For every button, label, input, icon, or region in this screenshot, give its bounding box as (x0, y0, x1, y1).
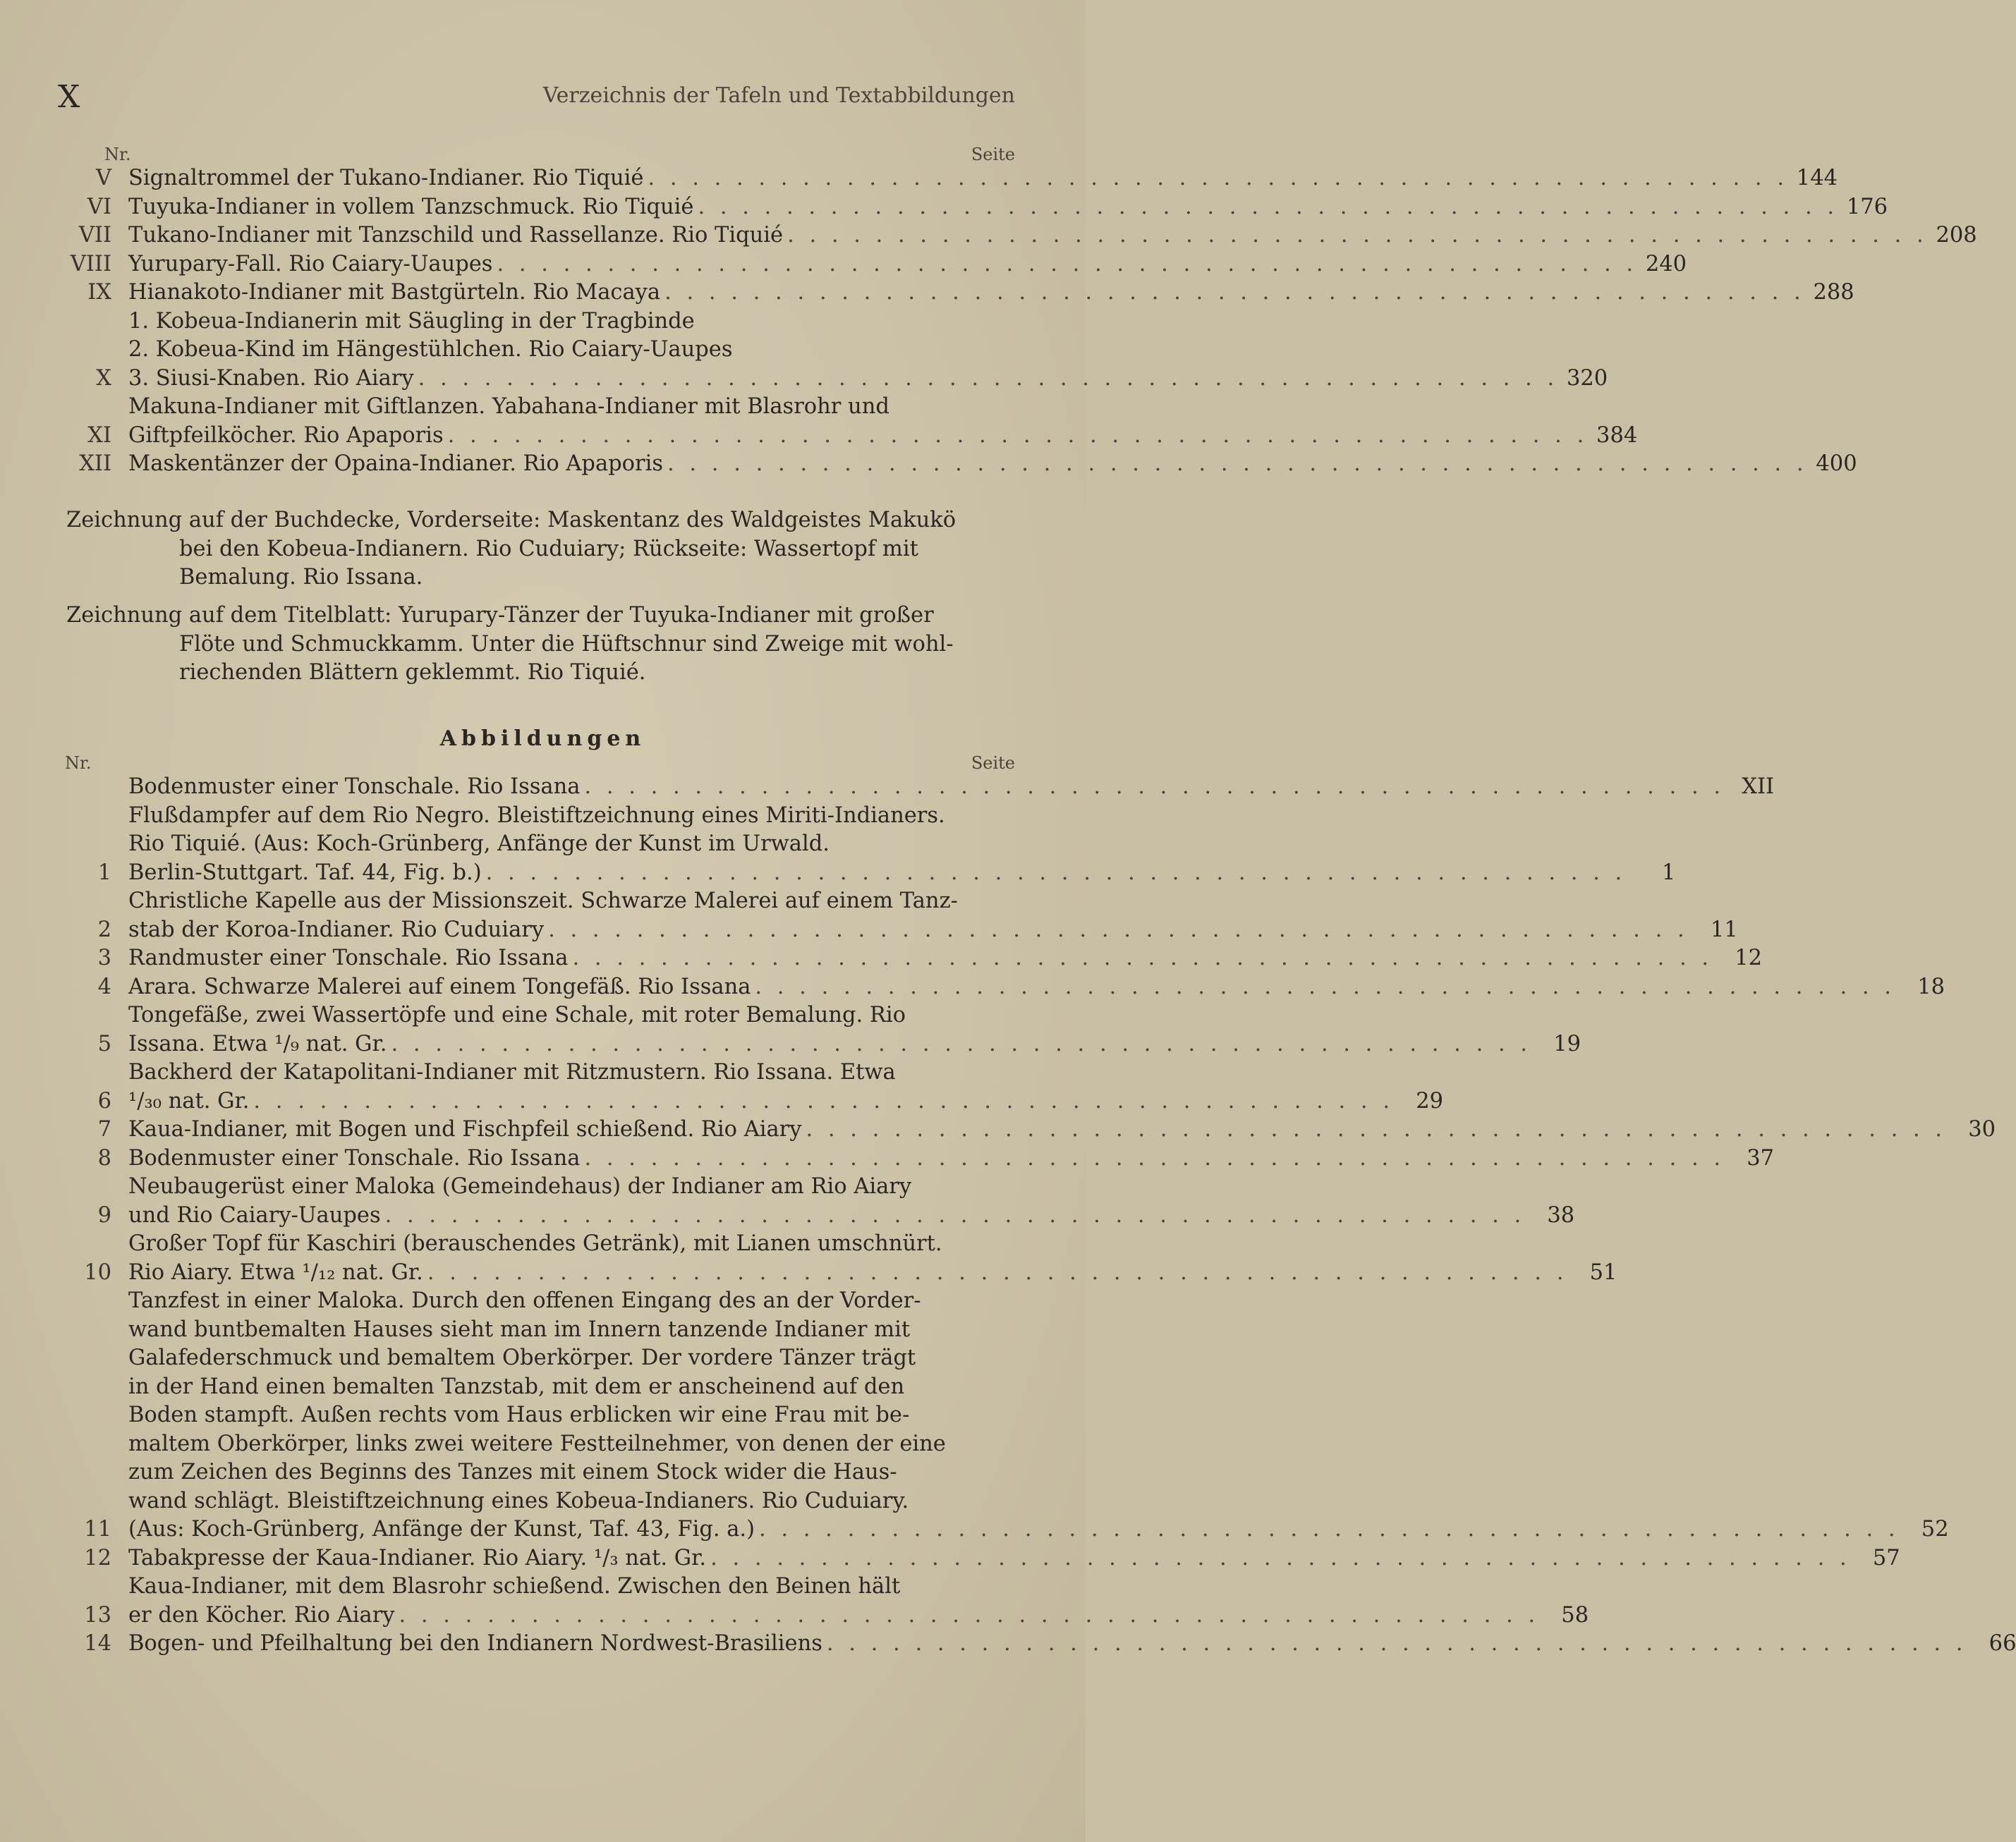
list-entry (56, 887, 1738, 944)
running-title: Verzeichnis der Tafeln und Textabbildungen (542, 83, 1015, 108)
entry-number: 4 (97, 974, 111, 999)
entry-body (128, 1573, 1589, 1630)
entry-text: Bogen- und Pfeilhaltung bei den Indianern Nordwest-Brasiliens (128, 1631, 822, 1656)
entry-text: Rio Aiary. Etwa ¹/₁₂ nat. Gr. (128, 1259, 423, 1285)
entry-text: Issana. Etwa ¹/₉ nat. Gr. (128, 1031, 387, 1056)
entry-line (128, 887, 1738, 916)
cover-note-line: bei den Kobeua-Indianern. Rio Cuduiary; Rückseite: Wassertopf mit (179, 536, 918, 561)
list-entry (56, 802, 1676, 888)
entry-line (128, 1515, 1949, 1544)
entry-line (128, 802, 1675, 831)
entry-number: X (96, 365, 111, 391)
entry-page: 400 (1816, 451, 1857, 476)
entry-page: 57 (1872, 1545, 1900, 1570)
entry-body (128, 307, 1608, 394)
entry-line (128, 1087, 1443, 1116)
entry-number: 9 (97, 1202, 111, 1228)
entry-page: 52 (1921, 1517, 1949, 1542)
entry-line (128, 830, 1675, 859)
entry-line (128, 1602, 1589, 1630)
entry-body (128, 193, 1888, 222)
entry-text: 1. Kobeua-Indianerin mit Säugling in der Tragbinde (128, 308, 695, 334)
entry-text: (Aus: Koch-Grünberg, Anfänge der Kunst, Taf. 43, Fig. a.) (128, 1517, 755, 1542)
entry-text: maltem Oberkörper, links zwei weitere Festteilnehmer, von denen der eine (128, 1431, 946, 1456)
entry-text: Berlin-Stuttgart. Taf. 44, Fig. b.) (128, 860, 482, 885)
entry-text: Tukano-Indianer mit Tanzschild und Rassellanze. Rio Tiquié (128, 223, 784, 248)
leader-dots: . . . . . . . . . . . . . . . . . . . . . . . . . . . . . . . . . . . . . . . . . . . . . . . . . . . . (826, 1631, 1967, 1656)
entry-text: wand schlägt. Bleistiftzeichnung eines Kobeua-Indianers. Rio Cuduiary. (128, 1488, 909, 1513)
entry-text: wand buntbemalten Hauses sieht man im Innern tanzende Indianer mit (128, 1317, 911, 1342)
entry-number: 6 (97, 1088, 111, 1114)
entry-body (128, 1116, 1996, 1145)
entry-text: Bodenmuster einer Tonschale. Rio Issana (128, 1145, 581, 1171)
list-entry (56, 221, 1977, 250)
leader-dots: . . . . . . . . . . . . . . . . . . . . . . . . . . . . . . . . . . . . . . . . . . . . . . . . . . . . (485, 860, 1627, 885)
list-entry (56, 307, 1608, 394)
entry-text: Tabakpresse der Kaua-Indianer. Rio Aiary. ¹/₃ nat. Gr. (128, 1545, 707, 1570)
entry-number: VI (87, 194, 111, 219)
entry-body (128, 973, 1945, 1002)
entry-text: Backherd der Katapolitani-Indianer mit Ritzmustern. Rio Issana. Etwa (128, 1060, 896, 1085)
page-column-label: Seite (971, 753, 1015, 773)
list-entry (56, 1001, 1581, 1059)
entry-line (128, 1001, 1581, 1030)
entry-body (128, 1287, 1949, 1544)
entry-body (128, 773, 1774, 802)
cover-note-line: Zeichnung auf der Buchdecke, Vorderseite: Maskentanz des Waldgeistes Makukö (66, 508, 957, 532)
list-entry (56, 393, 1638, 450)
leader-dots: . . . . . . . . . . . . . . . . . . . . . . . . . . . . . . . . . . . . . . . . . . . . . . . . . . . . (572, 946, 1713, 970)
entry-line (128, 1401, 1949, 1430)
list-entry (56, 1173, 1575, 1230)
entry-line (128, 1544, 1900, 1573)
entry-page: 240 (1645, 251, 1687, 276)
entry-number: XII (79, 451, 111, 476)
entry-line (128, 859, 1675, 888)
entry-number: 13 (84, 1602, 111, 1628)
entry-text: Makuna-Indianer mit Giftlanzen. Yabahana-Indianer mit Blasrohr und (128, 394, 889, 419)
entry-body (128, 1544, 1900, 1573)
page-number: X (58, 79, 82, 115)
entry-body (128, 450, 1857, 479)
entry-text: Bodenmuster einer Tonschale. Rio Issana (128, 774, 581, 799)
entry-text: Giftpfeilköcher. Rio Apaporis (128, 422, 444, 448)
entry-text: stab der Koroa-Indianer. Rio Cuduiary (128, 917, 545, 942)
entry-text: ¹/₃₀ nat. Gr. (128, 1088, 250, 1114)
entry-line (128, 944, 1762, 973)
plates-list (56, 145, 1977, 479)
entry-line (128, 773, 1774, 802)
leader-dots: . . . . . . . . . . . . . . . . . . . . . . . . . . . . . . . . . . . . . . . . . . . . . . . . . . . . (384, 1202, 1526, 1228)
entry-body (128, 1630, 2016, 1659)
entry-number: 2 (97, 917, 111, 942)
entry-body (128, 1145, 1774, 1173)
page-column-label: Seite (971, 145, 1015, 164)
leader-dots: . . . . . . . . . . . . . . . . . . . . . . . . . . . . . . . . . . . . . . . . . . . . . . . . . . . . (399, 1602, 1540, 1628)
entry-line (128, 393, 1637, 422)
entry-text: Boden stampft. Außen rechts vom Haus erblicken wir eine Frau mit be- (128, 1403, 910, 1427)
leader-dots: . . . . . . . . . . . . . . . . . . . . . . . . . . . . . . . . . . . . . . . . . . . . . . . . . . . . (759, 1517, 1900, 1542)
entry-line (128, 1230, 1617, 1259)
entry-line (128, 1316, 1949, 1345)
entry-page: 320 (1566, 365, 1608, 391)
entry-page: 29 (1416, 1088, 1444, 1114)
leader-dots: . . . . . . . . . . . . . . . . . . . . . . . . . . . . . . . . . . . . . . . . . . . . . . . . . . . . (664, 280, 1805, 305)
entry-text: Kaua-Indianer, mit Bogen und Fischpfeil schießend. Rio Aiary (128, 1117, 802, 1142)
leader-dots: . . . . . . . . . . . . . . . . . . . . . . . . . . . . . . . . . . . . . . . . . . . . . . . . . . . . (253, 1088, 1395, 1114)
entry-line (128, 164, 1838, 193)
entry-text: Flußdampfer auf dem Rio Negro. Bleistiftzeichnung eines Miriti-Indianers. (128, 803, 945, 828)
leader-dots: . . . . . . . . . . . . . . . . . . . . . . . . . . . . . . . . . . . . . . . . . . . . . . . . . . . . (584, 1145, 1725, 1171)
entry-page: 176 (1846, 194, 1888, 219)
entry-number: 1 (97, 860, 111, 885)
entry-text: Tuyuka-Indianer in vollem Tanzschmuck. Rio Tiquié (128, 194, 694, 219)
entry-line (128, 1573, 1589, 1602)
entry-page: 208 (1936, 223, 1977, 248)
entry-line (128, 1202, 1574, 1231)
entry-number: IX (87, 280, 111, 305)
entry-text: er den Köcher. Rio Aiary (128, 1602, 395, 1628)
list-entry (56, 250, 1687, 279)
leader-dots: . . . . . . . . . . . . . . . . . . . . . . . . . . . . . . . . . . . . . . . . . . . . . . . . . . . . (648, 166, 1789, 190)
leader-dots: . . . . . . . . . . . . . . . . . . . . . . . . . . . . . . . . . . . . . . . . . . . . . . . . . . . . (418, 365, 1559, 391)
entry-text: Großer Topf für Kaschiri (berauschendes Getränk), mit Lianen umschnürt. (128, 1231, 942, 1256)
figures-rows (56, 773, 2016, 1659)
list-entry (56, 1287, 1949, 1544)
entry-number: 3 (97, 946, 111, 970)
entry-line (128, 1630, 2016, 1659)
list-entry (56, 1573, 1589, 1630)
entry-text: Signaltrommel der Tukano-Indianer. Rio Tiquié (128, 166, 644, 190)
entry-line (128, 1116, 1996, 1145)
entry-text: zum Zeichen des Beginns des Tanzes mit einem Stock wider die Haus- (128, 1460, 897, 1484)
entry-body (128, 1001, 1581, 1059)
list-entry (56, 1230, 1617, 1287)
list-entry (56, 1630, 2016, 1659)
entry-page: 18 (1917, 974, 1945, 999)
list-entry (56, 279, 1854, 307)
entry-number: VII (78, 223, 111, 248)
entry-body (128, 887, 1738, 944)
entry-text: Neubaugerüst einer Maloka (Gemeindehaus) der Indianer am Rio Aiary (128, 1174, 912, 1199)
entry-page: 144 (1796, 166, 1838, 190)
entry-number: 7 (97, 1117, 111, 1142)
entry-number: 12 (84, 1545, 111, 1570)
entry-body (128, 802, 1675, 888)
entry-line (128, 1259, 1617, 1288)
entry-body (128, 250, 1687, 279)
entry-number: 11 (84, 1517, 111, 1542)
figures-list (56, 753, 2016, 1659)
nr-column-label: Nr. (65, 753, 92, 773)
entry-text: Galafederschmuck und bemaltem Oberkörper. Der vordere Tänzer trägt (128, 1346, 916, 1370)
list-entry (56, 450, 1857, 479)
entry-body (128, 393, 1637, 450)
entry-page: 37 (1747, 1145, 1775, 1171)
entry-text: Yurupary-Fall. Rio Caiary-Uaupes (128, 251, 493, 276)
entry-text: Arara. Schwarze Malerei auf einem Tongefäß. Rio Issana (128, 974, 751, 999)
figures-column-header (56, 753, 1019, 773)
entry-number: 10 (84, 1259, 111, 1285)
leader-dots: . . . . . . . . . . . . . . . . . . . . . . . . . . . . . . . . . . . . . . . . . . . . . . . . . . . . (667, 451, 1808, 476)
entry-line (128, 1030, 1581, 1059)
entry-line (128, 1287, 1949, 1316)
entry-line (128, 1373, 1949, 1402)
title-note-line: Zeichnung auf dem Titelblatt: Yurupary-Tänzer der Tuyuka-Indianer mit großer (66, 603, 934, 628)
leader-dots: . . . . . . . . . . . . . . . . . . . . . . . . . . . . . . . . . . . . . . . . . . . . . . . . . . . . (755, 974, 1895, 999)
entry-page: 58 (1561, 1602, 1589, 1628)
leader-dots: . . . . . . . . . . . . . . . . . . . . . . . . . . . . . . . . . . . . . . . . . . . . . . . . . . . . (698, 194, 1839, 219)
list-entry (56, 973, 1945, 1002)
entry-number: V (95, 166, 111, 190)
leader-dots: . . . . . . . . . . . . . . . . . . . . . . . . . . . . . . . . . . . . . . . . . . . . . . . . . . . . (427, 1259, 1568, 1285)
entry-body (128, 221, 1977, 250)
entry-body (128, 944, 1762, 973)
entry-line (128, 1059, 1443, 1087)
leader-dots: . . . . . . . . . . . . . . . . . . . . . . . . . . . . . . . . . . . . . . . . . . . . . . . . . . . . (584, 774, 1725, 799)
entry-page: 30 (1968, 1117, 1996, 1142)
entry-body (128, 164, 1838, 193)
entry-text: 3. Siusi-Knaben. Rio Aiary (128, 365, 414, 391)
entry-text: Rio Tiquié. (Aus: Koch-Grünberg, Anfänge der Kunst im Urwald. (128, 831, 830, 856)
entry-line (128, 250, 1687, 279)
entry-line (128, 336, 1608, 365)
entry-page: 288 (1813, 280, 1854, 305)
entry-text: 2. Kobeua-Kind im Hängestühlchen. Rio Caiary-Uaupes (128, 337, 733, 362)
leader-dots: . . . . . . . . . . . . . . . . . . . . . . . . . . . . . . . . . . . . . . . . . . . . . . . . . . . . (806, 1117, 1947, 1142)
entry-line (128, 1344, 1949, 1373)
entry-text: und Rio Caiary-Uaupes (128, 1202, 381, 1228)
entry-body (128, 1230, 1617, 1287)
entry-page: 38 (1547, 1202, 1575, 1228)
plates-rows (56, 164, 1977, 479)
leader-dots: . . . . . . . . . . . . . . . . . . . . . . . . . . . . . . . . . . . . . . . . . . . . . . . . . . . . (447, 422, 1589, 448)
list-entry (56, 1116, 1996, 1145)
leader-dots: . . . . . . . . . . . . . . . . . . . . . . . . . . . . . . . . . . . . . . . . . . . . . . . . . . . . (391, 1031, 1532, 1056)
entry-number: VIII (70, 251, 111, 276)
entry-text: in der Hand einen bemalten Tanzstab, mit dem er anscheinend auf den (128, 1374, 905, 1399)
entry-text: Kaua-Indianer, mit dem Blasrohr schießend. Zwischen den Beinen hält (128, 1574, 901, 1599)
entry-page: 66 (1988, 1631, 2016, 1656)
entry-line (128, 1145, 1774, 1173)
list-entry (56, 164, 1838, 193)
entry-line (128, 279, 1854, 307)
entry-text: Hianakoto-Indianer mit Bastgürteln. Rio Macaya (128, 280, 661, 305)
entry-line (128, 1430, 1949, 1459)
leader-dots: . . . . . . . . . . . . . . . . . . . . . . . . . . . . . . . . . . . . . . . . . . . . . . . . . . . . (710, 1545, 1851, 1570)
entry-number: 14 (84, 1631, 111, 1656)
figures-heading: Abbildungen (439, 726, 646, 751)
entry-line (128, 973, 1945, 1002)
entry-line (128, 307, 1608, 336)
entry-page: 1 (1661, 860, 1676, 885)
list-entry (56, 193, 1888, 222)
leader-dots: . . . . . . . . . . . . . . . . . . . . . . . . . . . . . . . . . . . . . . . . . . . . . . . . . . . . (548, 917, 1689, 942)
entry-page: 19 (1553, 1031, 1581, 1056)
list-entry (56, 1145, 1775, 1173)
entry-line (128, 1173, 1574, 1202)
entry-body (128, 279, 1854, 307)
entry-line (128, 450, 1857, 479)
entry-text: Maskentänzer der Opaina-Indianer. Rio Apaporis (128, 451, 664, 476)
entry-text: Randmuster einer Tonschale. Rio Issana (128, 946, 569, 970)
entry-line (128, 916, 1738, 945)
list-entry (56, 773, 1775, 802)
entry-number: 5 (97, 1031, 111, 1056)
entry-text: Tongefäße, zwei Wassertöpfe und eine Schale, mit roter Bemalung. Rio (128, 1003, 906, 1027)
list-entry (56, 1544, 1900, 1573)
leader-dots: . . . . . . . . . . . . . . . . . . . . . . . . . . . . . . . . . . . . . . . . . . . . . . . . . . . . (497, 251, 1638, 276)
entry-number: 8 (97, 1145, 111, 1171)
entry-page: 11 (1710, 917, 1738, 942)
entry-page: 384 (1596, 422, 1638, 448)
entry-page: 12 (1735, 946, 1763, 970)
leader-dots: . . . . . . . . . . . . . . . . . . . . . . . . . . . . . . . . . . . . . . . . . . . . . . . . . . . . (787, 223, 1928, 248)
cover-note-line: Bemalung. Rio Issana. (179, 565, 423, 590)
entry-line (128, 1458, 1949, 1487)
entry-page: 51 (1589, 1259, 1617, 1285)
entry-line (128, 193, 1888, 222)
entry-line (128, 221, 1977, 250)
list-entry (56, 944, 1763, 973)
entry-line (128, 422, 1637, 451)
list-entry (56, 1059, 1444, 1116)
entry-page: XII (1742, 774, 1775, 799)
entry-number: XI (87, 422, 111, 448)
entry-text: Christliche Kapelle aus der Missionszeit. Schwarze Malerei auf einem Tanz- (128, 889, 958, 913)
title-note-line: Flöte und Schmuckkamm. Unter die Hüftschnur sind Zweige mit wohl- (179, 631, 954, 657)
title-note-line: riechenden Blättern geklemmt. Rio Tiquié. (179, 660, 646, 685)
nr-column-label: Nr. (104, 145, 131, 164)
cover-note (66, 506, 1019, 592)
entry-body (128, 1059, 1443, 1116)
plates-column-header (56, 145, 1019, 164)
entry-line (128, 1487, 1949, 1516)
entry-line (128, 365, 1608, 394)
title-page-note (66, 602, 1019, 688)
entry-body (128, 1173, 1574, 1230)
entry-text: Tanzfest in einer Maloka. Durch den offenen Eingang des an der Vorder- (128, 1288, 921, 1313)
